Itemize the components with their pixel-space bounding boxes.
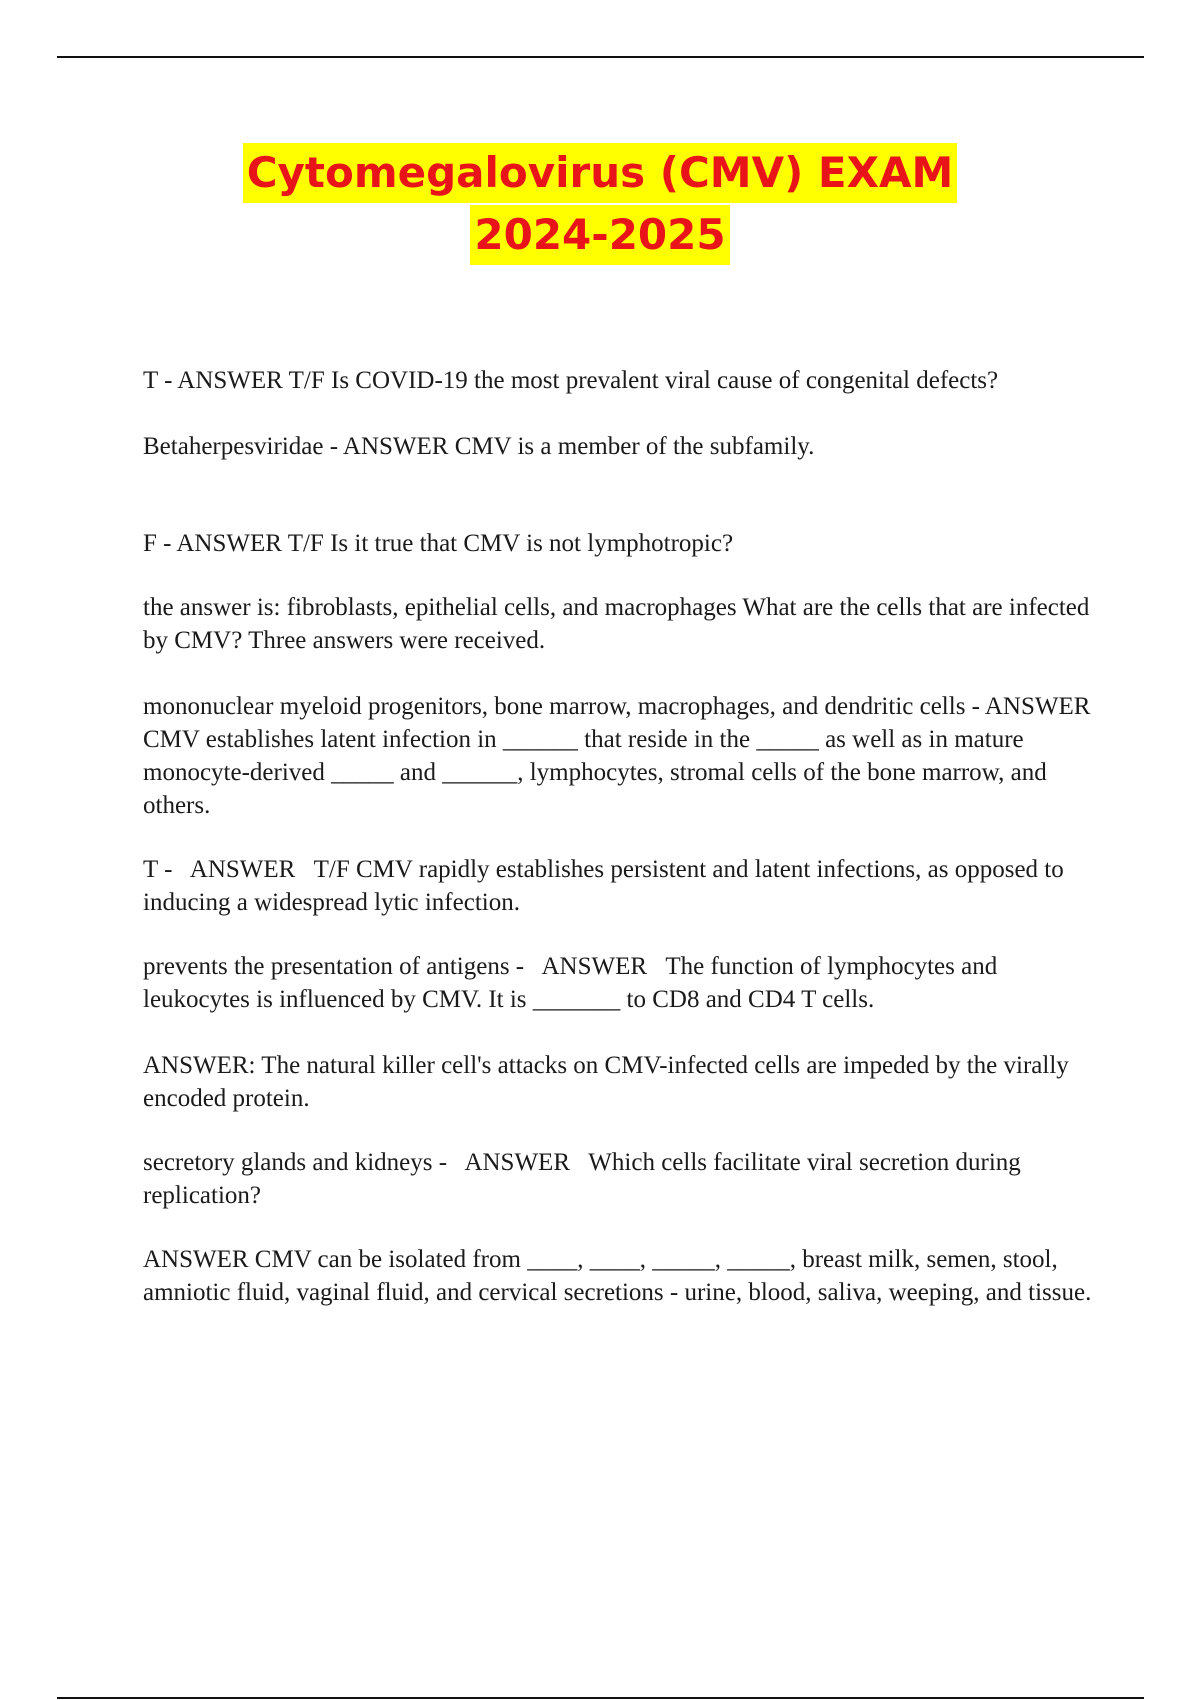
qa-item: prevents the presentation of antigens - ANSWER The function of lymphocytes and leukocytes is influenced by CMV. It is _______ to CD8 and CD4 T cells. <box>143 953 1004 1013</box>
title-line-1: Cytomegalovirus (CMV) EXAM <box>243 143 958 203</box>
qa-item: secretory glands and kidneys - ANSWER Which cells facilitate viral secretion during replication? <box>143 1149 1028 1209</box>
qa-item: T - ANSWER T/F Is COVID-19 the most prevalent viral cause of congenital defects? <box>143 367 999 394</box>
bottom-divider <box>57 1697 1144 1699</box>
qa-item: the answer is: fibroblasts, epithelial cells, and macrophages What are the cells that are infected by CMV? Three answers were received. <box>143 594 1096 654</box>
qa-item: F - ANSWER T/F Is it true that CMV is not lymphotropic? <box>143 530 734 557</box>
top-divider <box>57 56 1144 58</box>
qa-item: Betaherpesviridae - ANSWER CMV is a member of the subfamily. <box>143 433 815 460</box>
qa-item: ANSWER: The natural killer cell's attacks on CMV-infected cells are impeded by the virally encoded protein. <box>143 1052 1076 1112</box>
qa-item: T - ANSWER T/F CMV rapidly establishes persistent and latent infections, as opposed to inducing a widespread lytic infection. <box>143 856 1070 916</box>
qa-item: mononuclear myeloid progenitors, bone marrow, macrophages, and dendritic cells - ANSWER CMV establishes latent infection in ______ that reside in the _____ as well as in mature monocyte-derived _____ and ______, lymphocytes, stromal cells of the bone marrow, and others. <box>143 693 1097 819</box>
exam-title <box>0 143 1200 265</box>
question-answer-list <box>143 364 1103 1309</box>
qa-item: ANSWER CMV can be isolated from ____, ____, _____, _____, breast milk, semen, stool, amniotic fluid, vaginal fluid, and cervical secretions - urine, blood, saliva, weeping, and tissue. <box>143 1246 1092 1306</box>
title-line-2: 2024-2025 <box>470 205 729 265</box>
